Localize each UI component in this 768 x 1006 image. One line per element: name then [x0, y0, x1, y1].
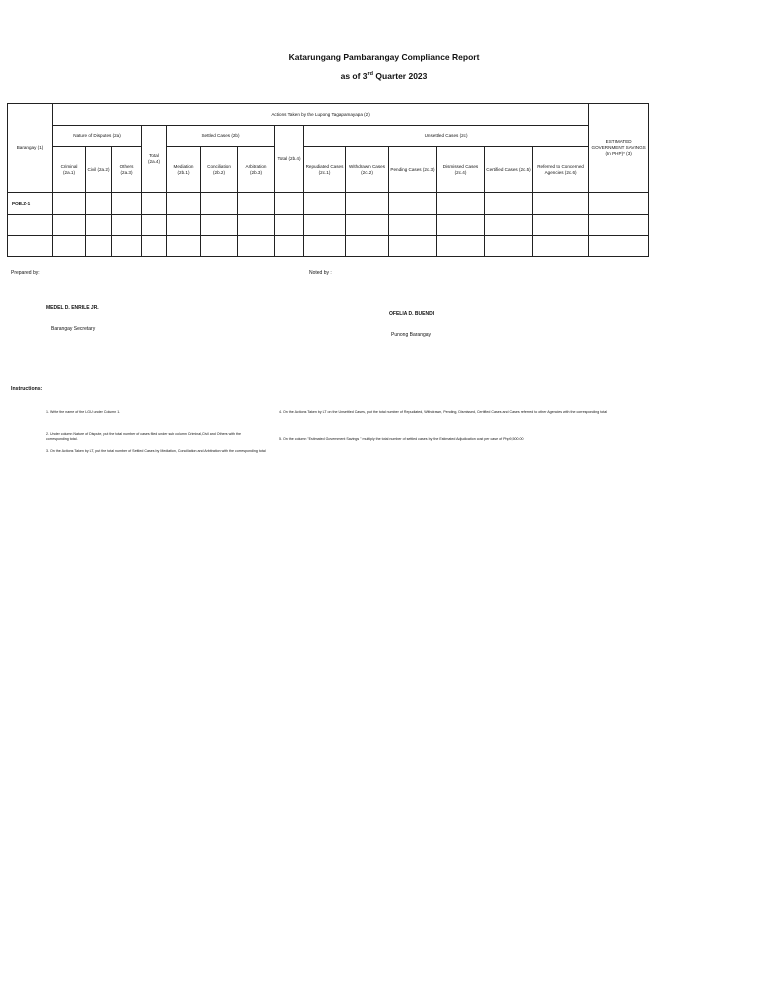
instruction-3: 3. On the Actions Taken by LT, put the total number of Settled Cases by Mediation, Conciliation and Arbitration with the corresponding total — [46, 449, 266, 453]
compliance-table — [7, 103, 649, 257]
table-row — [8, 236, 649, 257]
noter-title: Punong Barangay — [391, 332, 432, 338]
instruction-5: 5. On the column "Estimated Government Savings " multiply the total number of settled cases by the Estimated Adjudication cost per case of Php9,500.00 — [279, 437, 524, 441]
nature-header: Nature of Disputes (2a) — [53, 126, 142, 147]
prepared-by-label: Prepared by: — [11, 270, 40, 276]
referred-header: Referred to Concerned Agencies (2c.6) — [533, 147, 589, 193]
repudiated-header: Repudiated Cases (2c.1) — [304, 147, 346, 193]
others-header: Others (2a.3) — [112, 147, 142, 193]
mediation-header: Mediation (2b.1) — [167, 147, 201, 193]
certified-header: Certified Cases (2c.5) — [485, 147, 533, 193]
instruction-1: 1. Write the name of the LGU under Column 1. — [46, 410, 121, 414]
subtitle-suffix: Quarter 2023 — [373, 71, 428, 81]
total-2b4-header: Total (2b.4) — [275, 126, 304, 193]
instruction-4: 4. On the Actions Taken by LT on the Unsettled Cases, put the total number of Repudiated, Withdrawn, Pending, Dismissed, Certified Cases and Cases referred to other Agencies with the corresponding total — [279, 410, 608, 414]
criminal-header: Criminal (2a.1) — [53, 147, 86, 193]
preparer-name: MEDEL D. ENRILE JR. — [46, 305, 99, 311]
barangay-cell — [8, 236, 53, 257]
barangay-header: Barangay (1) — [8, 104, 53, 193]
settled-header: Settled Cases (2b) — [167, 126, 275, 147]
pending-header: Pending Cases (2c.3) — [389, 147, 437, 193]
barangay-cell — [8, 215, 53, 236]
subtitle-ordinal: rd — [367, 71, 374, 77]
savings-header: ESTIMATED GOVERNMENT SAVINGS (In PHP)* (3) — [589, 104, 649, 193]
dismissed-header: Dismissed Cases (2c.4) — [437, 147, 485, 193]
subtitle-prefix: as of 3 — [340, 71, 368, 81]
actions-header: Actions Taken by the Lupong Tagapamayapa (2) — [53, 104, 589, 126]
unsettled-header: Unsettled Cases (2c) — [304, 126, 589, 147]
noted-by-label: Noted by : — [309, 270, 332, 276]
conciliation-header: Conciliation (2b.2) — [201, 147, 238, 193]
report-title: Katarungang Pambarangay Compliance Report — [288, 52, 480, 62]
withdrawn-header: Withdrawn Cases (2c.2) — [346, 147, 389, 193]
noter-name: OFELIA D. BUENDI — [389, 311, 435, 317]
report-subtitle — [24, 71, 744, 81]
table-row — [8, 193, 649, 215]
total-2a4-header: Total (2a.4) — [142, 126, 167, 193]
instruction-2: 2. Under column Nature of Dispute, put the total number of cases filed under sub column Criminal,Civil and Others with the corresponding total. — [46, 432, 241, 441]
preparer-title: Barangay Secretary — [51, 326, 96, 332]
table-row — [8, 215, 649, 236]
arbitration-header: Arbitration (2b.3) — [238, 147, 275, 193]
barangay-cell: POB.Z-1 — [8, 193, 53, 215]
civil-header: Civil (2a.2) — [86, 147, 112, 193]
instructions-heading: Instructions: — [11, 386, 43, 392]
